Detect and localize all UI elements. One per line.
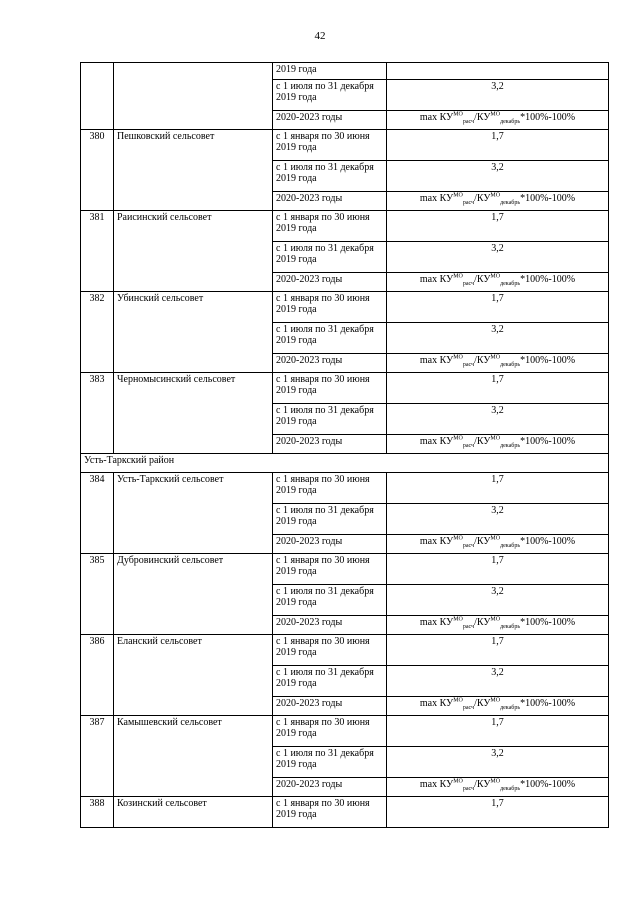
period-line: 2019 года: [276, 759, 317, 770]
period-line: с 1 января по 30 июня: [276, 474, 370, 485]
formula-superscript: МО: [453, 535, 463, 542]
period-line: 2020-2023 годы: [276, 536, 343, 547]
row-number: 387: [81, 716, 114, 797]
formula-superscript: МО: [490, 697, 501, 704]
formula-superscript: МО: [490, 616, 501, 623]
formula-part: *100%-100%: [520, 193, 576, 204]
formula-subscript: декабрь: [500, 362, 521, 368]
table-row: [81, 211, 609, 242]
row-number: 388: [81, 797, 114, 828]
row-number: 380: [81, 130, 114, 211]
period-first-half: [273, 716, 387, 747]
period-line: с 1 января по 30 июня: [276, 717, 370, 728]
formula-cell: [387, 616, 609, 635]
formula-part: *100%-100%: [520, 436, 576, 447]
table-row: [81, 373, 609, 404]
formula-superscript: МО: [453, 111, 463, 118]
row-number: 386: [81, 635, 114, 716]
period-first-half: [273, 635, 387, 666]
formula-part: max КУ: [419, 779, 454, 790]
period-range: [273, 273, 387, 292]
coefficient-value: 1,7: [387, 130, 609, 161]
table-row: [81, 473, 609, 504]
period-first-half: [273, 554, 387, 585]
formula-subscript: декабрь: [500, 200, 521, 206]
row-number: 384: [81, 473, 114, 554]
formula-cell: [387, 273, 609, 292]
formula-superscript: МО: [490, 192, 501, 199]
coefficient-value: 3,2: [387, 666, 609, 697]
coefficient-value: 1,7: [387, 473, 609, 504]
period-line: с 1 июля по 31 декабря: [276, 667, 374, 678]
period-line: 2019 года: [276, 335, 317, 346]
coefficient-value: 3,2: [387, 404, 609, 435]
period-second-half: [273, 747, 387, 778]
formula-cell: [387, 354, 609, 373]
coefficient-value: 3,2: [387, 80, 609, 111]
formula-subscript: расч: [462, 362, 475, 368]
period-second-half: [273, 585, 387, 616]
formula-part: /КУ: [474, 112, 491, 123]
formula-part: /КУ: [474, 779, 491, 790]
period-second-half: [273, 504, 387, 535]
coefficient-value: 3,2: [387, 504, 609, 535]
period-second-half: [273, 404, 387, 435]
period-first-half: [273, 130, 387, 161]
period-line: 2019 года: [276, 385, 317, 396]
period-line: 2019 года: [276, 566, 317, 577]
formula-part: /КУ: [474, 536, 491, 547]
period-line: с 1 июля по 31 декабря: [276, 405, 374, 416]
page-number: 42: [314, 30, 326, 42]
coefficient-value: 1,7: [387, 292, 609, 323]
formula-part: *100%-100%: [520, 274, 576, 285]
period-range: [273, 192, 387, 211]
period-second-half: [273, 161, 387, 192]
formula-part: max КУ: [419, 193, 454, 204]
coefficient-value: 1,7: [387, 373, 609, 404]
tariff-table-body: [81, 63, 609, 828]
settlement-name: Козинский сельсовет: [114, 797, 273, 828]
settlement-name: Усть-Таркский сельсовет: [114, 473, 273, 554]
formula-subscript: расч: [462, 543, 475, 549]
formula-subscript: расч: [462, 624, 475, 630]
formula-superscript: МО: [490, 273, 501, 280]
formula-part: max КУ: [419, 536, 454, 547]
formula-subscript: декабрь: [500, 281, 521, 287]
period-line: с 1 июля по 31 декабря: [276, 324, 374, 335]
row-number: [81, 63, 114, 130]
formula-part: /КУ: [474, 617, 491, 628]
period-line: с 1 января по 30 июня: [276, 636, 370, 647]
formula-subscript: расч: [462, 705, 475, 711]
formula-cell: [387, 111, 609, 130]
period-line: с 1 января по 30 июня: [276, 555, 370, 566]
formula-superscript: МО: [453, 192, 463, 199]
period-range: [273, 354, 387, 373]
formula-subscript: расч: [462, 443, 475, 449]
period-range: [273, 697, 387, 716]
formula-part: max КУ: [419, 112, 454, 123]
formula-superscript: МО: [453, 616, 463, 623]
period-line: 2019 года: [276, 678, 317, 689]
period-line: с 1 июля по 31 декабря: [276, 243, 374, 254]
formula-cell: [387, 778, 609, 797]
period-line: 2019 года: [276, 597, 317, 608]
period-line: 2019 года: [276, 416, 317, 427]
period-second-half: [273, 323, 387, 354]
formula-part: /КУ: [474, 698, 491, 709]
district-name: Усть-Таркский район: [81, 454, 609, 473]
period-line: 2019 года: [276, 728, 317, 739]
formula-part: max КУ: [419, 436, 454, 447]
row-number: 383: [81, 373, 114, 454]
period-first-half: [273, 211, 387, 242]
period-line: с 1 января по 30 июня: [276, 212, 370, 223]
period-line: с 1 июля по 31 декабря: [276, 162, 374, 173]
formula-part: *100%-100%: [520, 779, 576, 790]
formula-subscript: декабрь: [500, 705, 521, 711]
settlement-name: Пешковский сельсовет: [114, 130, 273, 211]
period-line: 2019 года: [276, 223, 317, 234]
period-range: [273, 535, 387, 554]
coefficient-value: [387, 63, 609, 80]
period-line: 2019 года: [276, 64, 317, 75]
table-row: [81, 63, 609, 80]
period-first-half: [273, 292, 387, 323]
formula-superscript: МО: [453, 273, 463, 280]
period-line: с 1 января по 30 июня: [276, 131, 370, 142]
period-range: [273, 616, 387, 635]
coefficient-value: 1,7: [387, 554, 609, 585]
formula-part: max КУ: [419, 698, 454, 709]
formula-superscript: МО: [453, 778, 463, 785]
tariff-table: [80, 62, 609, 828]
coefficient-value: 3,2: [387, 585, 609, 616]
row-number: 381: [81, 211, 114, 292]
period-line: 2019 года: [276, 254, 317, 265]
formula-superscript: МО: [490, 111, 501, 118]
settlement-name: Дубровинский сельсовет: [114, 554, 273, 635]
period-first-half: [273, 797, 387, 828]
period-line: 2020-2023 годы: [276, 698, 343, 709]
formula-part: *100%-100%: [520, 112, 576, 123]
formula-superscript: МО: [490, 354, 501, 361]
period-line: 2019 года: [276, 809, 317, 820]
period-line: 2020-2023 годы: [276, 274, 343, 285]
period-line: 2020-2023 годы: [276, 355, 343, 366]
formula-part: /КУ: [474, 355, 491, 366]
settlement-name: Черномысинский сельсовет: [114, 373, 273, 454]
coefficient-value: 1,7: [387, 635, 609, 666]
row-number: 382: [81, 292, 114, 373]
formula-superscript: МО: [490, 778, 501, 785]
period-first-half: [273, 473, 387, 504]
formula-part: /КУ: [474, 436, 491, 447]
period-range: [273, 778, 387, 797]
formula-part: max КУ: [419, 355, 454, 366]
coefficient-value: 3,2: [387, 161, 609, 192]
formula-part: max КУ: [419, 274, 454, 285]
period-line: 2020-2023 годы: [276, 617, 343, 628]
coefficient-value: 1,7: [387, 211, 609, 242]
coefficient-value: 1,7: [387, 716, 609, 747]
formula-subscript: декабрь: [500, 119, 521, 125]
row-number: 385: [81, 554, 114, 635]
formula-superscript: МО: [490, 535, 501, 542]
formula-subscript: декабрь: [500, 786, 521, 792]
period-line: 2019 года: [276, 173, 317, 184]
formula-part: *100%-100%: [520, 617, 576, 628]
period-line: 2019 года: [276, 304, 317, 315]
coefficient-value: 3,2: [387, 323, 609, 354]
period-range: [273, 435, 387, 454]
period-line: с 1 июля по 31 декабря: [276, 586, 374, 597]
formula-subscript: расч: [462, 200, 475, 206]
formula-subscript: расч: [462, 786, 475, 792]
coefficient-value: 3,2: [387, 747, 609, 778]
period-line: 2019 года: [276, 485, 317, 496]
period-line: 2019 года: [276, 142, 317, 153]
table-row: [81, 292, 609, 323]
period-line: 2020-2023 годы: [276, 779, 343, 790]
formula-subscript: расч: [462, 281, 475, 287]
formula-subscript: расч: [462, 119, 475, 125]
period-range: [273, 111, 387, 130]
formula-subscript: декабрь: [500, 624, 521, 630]
period-carryover: [273, 63, 387, 80]
period-line: с 1 июля по 31 декабря: [276, 81, 374, 92]
period-line: 2019 года: [276, 516, 317, 527]
formula-part: *100%-100%: [520, 536, 576, 547]
formula-part: max КУ: [419, 617, 454, 628]
settlement-name: Еланский сельсовет: [114, 635, 273, 716]
period-line: 2020-2023 годы: [276, 436, 343, 447]
formula-cell: [387, 697, 609, 716]
formula-part: *100%-100%: [520, 355, 576, 366]
period-line: 2020-2023 годы: [276, 112, 343, 123]
settlement-name: Убинский сельсовет: [114, 292, 273, 373]
period-line: 2019 года: [276, 647, 317, 658]
period-first-half: [273, 373, 387, 404]
period-line: 2020-2023 годы: [276, 193, 343, 204]
period-second-half: [273, 242, 387, 273]
period-line: с 1 июля по 31 декабря: [276, 505, 374, 516]
coefficient-value: 1,7: [387, 797, 609, 828]
formula-subscript: декабрь: [500, 443, 521, 449]
settlement-name: Камышевский сельсовет: [114, 716, 273, 797]
formula-cell: [387, 192, 609, 211]
formula-superscript: МО: [490, 435, 501, 442]
settlement-name: Раисинский сельсовет: [114, 211, 273, 292]
formula-part: /КУ: [474, 274, 491, 285]
period-second-half: [273, 80, 387, 111]
coefficient-value: 3,2: [387, 242, 609, 273]
period-line: с 1 января по 30 июня: [276, 798, 370, 809]
formula-superscript: МО: [453, 697, 463, 704]
formula-cell: [387, 435, 609, 454]
formula-part: /КУ: [474, 193, 491, 204]
table-row: [81, 716, 609, 747]
table-row: [81, 797, 609, 828]
formula-superscript: МО: [453, 435, 463, 442]
period-second-half: [273, 666, 387, 697]
formula-superscript: МО: [453, 354, 463, 361]
formula-part: *100%-100%: [520, 698, 576, 709]
district-row: [81, 454, 609, 473]
formula-subscript: декабрь: [500, 543, 521, 549]
settlement-name: [114, 63, 273, 130]
table-row: [81, 130, 609, 161]
period-line: с 1 июля по 31 декабря: [276, 748, 374, 759]
period-line: с 1 января по 30 июня: [276, 374, 370, 385]
period-line: с 1 января по 30 июня: [276, 293, 370, 304]
formula-cell: [387, 535, 609, 554]
period-line: 2019 года: [276, 92, 317, 103]
table-row: [81, 554, 609, 585]
table-row: [81, 635, 609, 666]
